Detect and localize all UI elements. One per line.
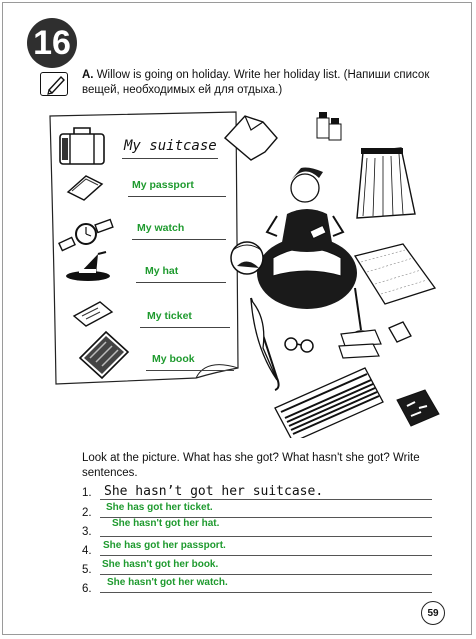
shirt-icon xyxy=(225,116,277,160)
ticket-icon xyxy=(70,298,116,330)
suitcase-icon xyxy=(56,124,108,168)
pencil-icon xyxy=(40,72,68,96)
task-text: Willow is going on holiday. Write her holiday list. (Напиши список вещей, необходимых ей для отдыха.) xyxy=(82,69,430,96)
skirt-icon xyxy=(357,148,415,218)
witch-figure xyxy=(257,168,357,310)
holiday-illustration xyxy=(215,108,450,438)
unit-number-badge xyxy=(27,18,77,68)
sentence-number-1: 1. xyxy=(82,487,92,499)
sunglasses-icon xyxy=(285,338,313,352)
sentence-answer-4: She has got her passport. xyxy=(103,540,226,551)
sentence-answer-3: She hasn't got her hat. xyxy=(112,518,220,529)
umbrella-icon xyxy=(251,298,279,390)
sentence-line-1 xyxy=(100,499,432,500)
page-number: 59 xyxy=(421,601,445,625)
sentence-answer-6: She hasn't got her watch. xyxy=(107,577,228,588)
sentence-line-4 xyxy=(100,555,432,556)
flippers-icon xyxy=(339,330,381,358)
sentence-number-2: 2. xyxy=(82,507,92,519)
swimsuit-icon xyxy=(397,390,439,426)
list-answer-5: My book xyxy=(152,353,195,365)
mat-icon xyxy=(355,244,435,304)
list-answer-3: My hat xyxy=(145,265,179,277)
task-letter: A. xyxy=(82,69,94,81)
sentence-line-5 xyxy=(100,574,432,575)
sentence-number-3: 3. xyxy=(82,526,92,538)
list-line-1 xyxy=(128,196,226,197)
list-answer-1: My passport xyxy=(132,179,194,191)
task-instruction xyxy=(82,68,442,98)
rug-icon xyxy=(275,368,383,438)
sentence-number-5: 5. xyxy=(82,564,92,576)
bottles-icon xyxy=(317,112,341,140)
sentence-example: She hasn’t got her suitcase. xyxy=(104,484,324,499)
sentence-answer-5: She hasn't got her book. xyxy=(102,559,219,570)
sentence-line-3 xyxy=(100,536,432,537)
sentence-answer-2: She has got her ticket. xyxy=(106,502,213,513)
list-answer-4: My ticket xyxy=(147,310,192,322)
list-line-2 xyxy=(132,239,226,240)
watch-icon xyxy=(58,214,116,254)
hat-icon xyxy=(64,250,114,284)
question-text: Look at the picture. What has she got? What hasn't she got? Write sentences. xyxy=(82,452,420,479)
small-passport-icon xyxy=(389,322,411,342)
unit-number: 16 xyxy=(33,23,71,62)
list-title: My suitcase xyxy=(124,138,217,154)
passport-icon xyxy=(64,172,106,202)
sentence-number-4: 4. xyxy=(82,545,92,557)
title-underline xyxy=(122,158,218,159)
book-icon xyxy=(76,328,132,380)
sentence-line-6 xyxy=(100,592,432,593)
beach-ball-icon xyxy=(231,242,263,274)
sentence-number-6: 6. xyxy=(82,583,92,595)
list-line-3 xyxy=(136,282,226,283)
list-answer-2: My watch xyxy=(137,222,185,234)
